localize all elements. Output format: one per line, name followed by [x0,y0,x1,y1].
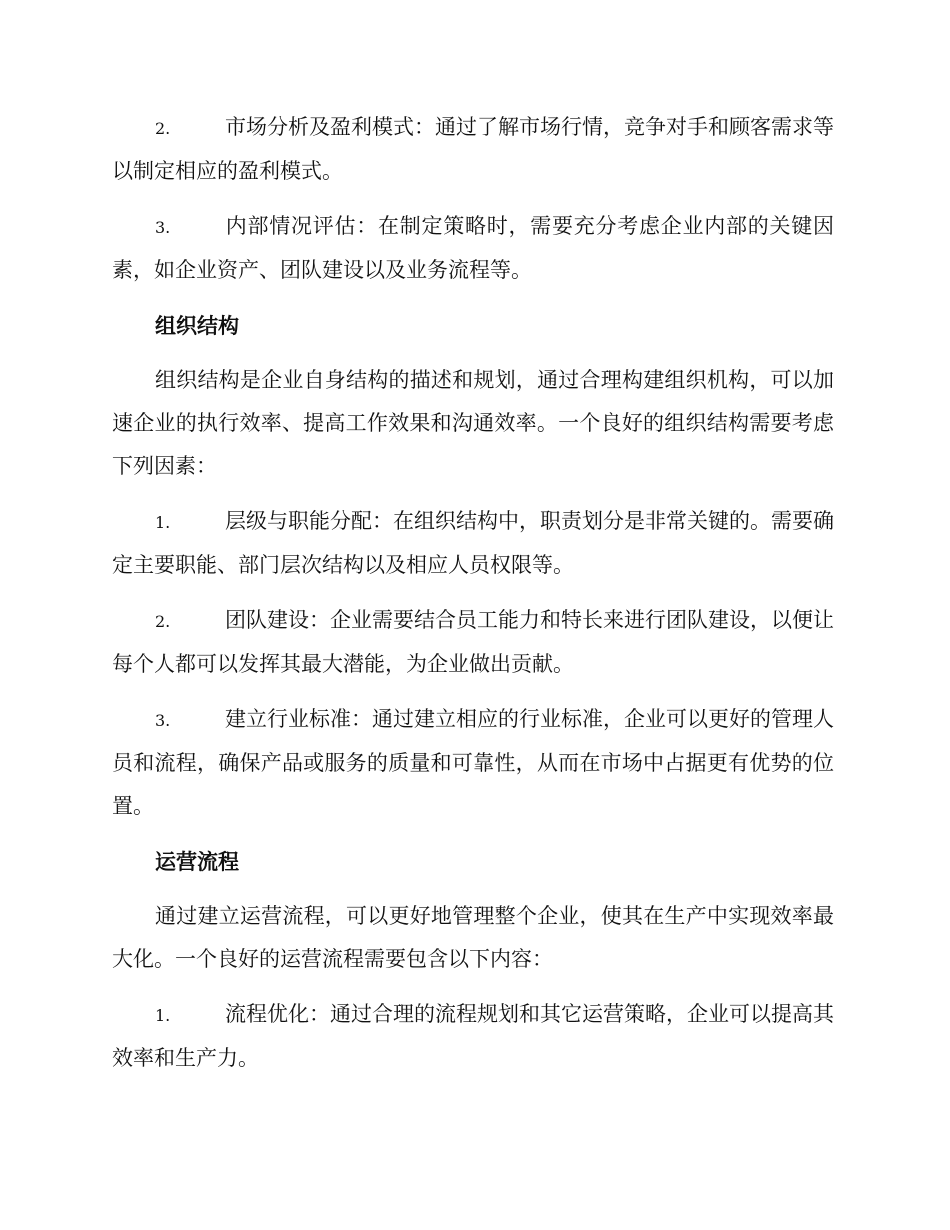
list-text: 层级与职能分配：在组织结构中，职责划分是非常关键的。需要确定主要职能、部门层次结构以及相应人员权限等。 [112,509,834,577]
section-heading-operations: 运营流程 [155,849,239,874]
list-number: 1. [155,513,171,532]
paragraph: 组织结构是企业自身结构的描述和规划，通过合理构建组织机构，可以加速企业的执行效率、提高工作效果和沟通效率。一个良好的组织结构需要考虑下列因素： [112,368,834,478]
list-number: 2. [155,119,171,138]
list-item [112,500,834,587]
list-number: 1. [155,1006,171,1025]
list-text: 内部情况评估：在制定策略时，需要充分考虑企业内部的关键因素，如企业资产、团队建设以及业务流程等。 [112,214,834,282]
section-heading-organization: 组织结构 [155,313,239,338]
list-item [112,599,834,686]
list-number: 3. [155,218,171,237]
list-text: 流程优化：通过合理的流程规划和其它运营策略，企业可以提高其效率和生产力。 [112,1002,834,1070]
list-item [112,698,834,828]
list-item [112,205,834,292]
list-number: 2. [155,612,171,631]
document-page [112,106,834,1092]
list-text: 市场分析及盈利模式：通过了解市场行情，竞争对手和顾客需求等以制定相应的盈利模式。 [112,115,834,183]
list-text: 建立行业标准：通过建立相应的行业标准，企业可以更好的管理人员和流程，确保产品或服务的质量和可靠性，从而在市场中占据更有优势的位置。 [112,707,834,818]
paragraph: 通过建立运营流程，可以更好地管理整个企业，使其在生产中实现效率最大化。一个良好的运营流程需要包含以下内容： [112,904,834,971]
list-text: 团队建设：企业需要结合员工能力和特长来进行团队建设，以便让每个人都可以发挥其最大潜能，为企业做出贡献。 [112,608,834,676]
list-number: 3. [155,711,171,730]
list-item [112,993,834,1080]
list-item [112,106,834,193]
